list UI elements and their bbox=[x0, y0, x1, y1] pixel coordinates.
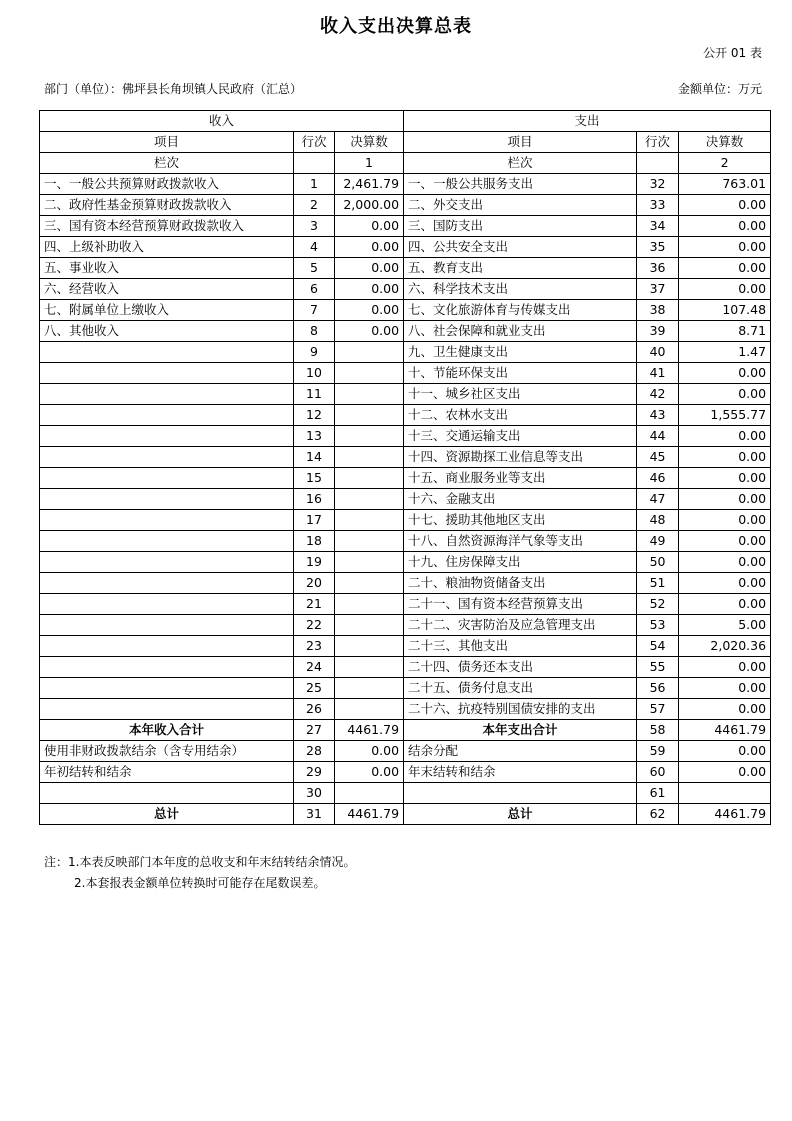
expense-amount-cell: 0.00 bbox=[679, 594, 771, 615]
income-line-cell: 27 bbox=[294, 720, 335, 741]
income-amount-cell bbox=[335, 636, 404, 657]
expense-item-cell: 三、国防支出 bbox=[404, 216, 637, 237]
income-amount-cell bbox=[335, 405, 404, 426]
income-line-cell: 19 bbox=[294, 552, 335, 573]
expense-amount-cell: 0.00 bbox=[679, 426, 771, 447]
income-line-cell: 31 bbox=[294, 804, 335, 825]
expense-item-cell: 六、科学技术支出 bbox=[404, 279, 637, 300]
expense-item-cell: 二、外交支出 bbox=[404, 195, 637, 216]
income-line-cell: 17 bbox=[294, 510, 335, 531]
income-item-cell: 总计 bbox=[40, 804, 294, 825]
income-item-cell bbox=[40, 342, 294, 363]
income-amount-cell bbox=[335, 699, 404, 720]
form-code: 公开 01 表 bbox=[703, 46, 762, 60]
income-item-cell bbox=[40, 405, 294, 426]
expense-item-cell: 本年支出合计 bbox=[404, 720, 637, 741]
table-row bbox=[40, 510, 771, 531]
income-line-cell: 15 bbox=[294, 468, 335, 489]
expense-line-cell: 36 bbox=[637, 258, 679, 279]
income-line-cell: 3 bbox=[294, 216, 335, 237]
expense-line-cell: 61 bbox=[637, 783, 679, 804]
income-expense-table bbox=[39, 110, 771, 825]
expense-item-cell: 二十二、灾害防治及应急管理支出 bbox=[404, 615, 637, 636]
income-amount-cell bbox=[335, 615, 404, 636]
expense-amount-cell: 0.00 bbox=[679, 489, 771, 510]
expense-amount-cell: 0.00 bbox=[679, 762, 771, 783]
expense-item-cell: 二十、粮油物资储备支出 bbox=[404, 573, 637, 594]
table-row bbox=[40, 258, 771, 279]
income-item-cell bbox=[40, 363, 294, 384]
column-header-row bbox=[40, 132, 771, 153]
income-amount-cell bbox=[335, 573, 404, 594]
expense-amount-cell: 0.00 bbox=[679, 552, 771, 573]
income-line-header: 行次 bbox=[294, 132, 335, 153]
income-index-blank bbox=[294, 153, 335, 174]
income-amount-cell: 0.00 bbox=[335, 762, 404, 783]
expense-item-cell: 五、教育支出 bbox=[404, 258, 637, 279]
expense-line-cell: 46 bbox=[637, 468, 679, 489]
expense-line-cell: 59 bbox=[637, 741, 679, 762]
expense-amount-cell: 0.00 bbox=[679, 447, 771, 468]
expense-line-cell: 56 bbox=[637, 678, 679, 699]
expense-line-cell: 45 bbox=[637, 447, 679, 468]
income-item-cell bbox=[40, 489, 294, 510]
income-line-cell: 23 bbox=[294, 636, 335, 657]
table-row bbox=[40, 321, 771, 342]
expense-line-cell: 34 bbox=[637, 216, 679, 237]
expense-amount-cell: 5.00 bbox=[679, 615, 771, 636]
expense-item-cell: 十四、资源勘探工业信息等支出 bbox=[404, 447, 637, 468]
expense-item-cell: 总计 bbox=[404, 804, 637, 825]
income-column-index: 1 bbox=[335, 153, 404, 174]
expense-line-cell: 55 bbox=[637, 657, 679, 678]
department-label: 部门（单位）：佛坪县长角坝镇人民政府（汇总） bbox=[44, 82, 303, 96]
expense-line-cell: 44 bbox=[637, 426, 679, 447]
expense-line-cell: 60 bbox=[637, 762, 679, 783]
expense-item-cell: 结余分配 bbox=[404, 741, 637, 762]
table-row bbox=[40, 195, 771, 216]
expense-amount-cell: 0.00 bbox=[679, 699, 771, 720]
income-item-cell: 年初结转和结余 bbox=[40, 762, 294, 783]
expense-amount-cell: 0.00 bbox=[679, 510, 771, 531]
income-item-cell: 二、政府性基金预算财政拨款收入 bbox=[40, 195, 294, 216]
expense-line-cell: 58 bbox=[637, 720, 679, 741]
income-item-cell bbox=[40, 594, 294, 615]
income-section-header: 收入 bbox=[40, 111, 404, 132]
expense-line-cell: 48 bbox=[637, 510, 679, 531]
table-row bbox=[40, 678, 771, 699]
table-row bbox=[40, 804, 771, 825]
income-item-cell bbox=[40, 468, 294, 489]
expense-amount-cell: 0.00 bbox=[679, 657, 771, 678]
expense-amount-cell bbox=[679, 783, 771, 804]
income-item-cell: 六、经营收入 bbox=[40, 279, 294, 300]
expense-amount-cell: 8.71 bbox=[679, 321, 771, 342]
income-item-cell: 七、附属单位上缴收入 bbox=[40, 300, 294, 321]
expense-item-cell: 十七、援助其他地区支出 bbox=[404, 510, 637, 531]
income-item-cell bbox=[40, 699, 294, 720]
table-row bbox=[40, 573, 771, 594]
expense-line-cell: 42 bbox=[637, 384, 679, 405]
expense-line-cell: 41 bbox=[637, 363, 679, 384]
income-line-cell: 4 bbox=[294, 237, 335, 258]
expense-amount-cell: 0.00 bbox=[679, 384, 771, 405]
expense-line-cell: 51 bbox=[637, 573, 679, 594]
expense-amount-header: 决算数 bbox=[679, 132, 771, 153]
income-item-cell bbox=[40, 636, 294, 657]
income-item-cell bbox=[40, 552, 294, 573]
income-item-cell: 使用非财政拨款结余（含专用结余） bbox=[40, 741, 294, 762]
expense-line-cell: 47 bbox=[637, 489, 679, 510]
expense-index-blank bbox=[637, 153, 679, 174]
income-amount-cell bbox=[335, 342, 404, 363]
income-item-cell: 八、其他收入 bbox=[40, 321, 294, 342]
expense-item-cell bbox=[404, 783, 637, 804]
income-item-cell bbox=[40, 531, 294, 552]
income-line-cell: 8 bbox=[294, 321, 335, 342]
amount-unit-label: 金额单位：万元 bbox=[677, 82, 762, 96]
expense-amount-cell: 0.00 bbox=[679, 468, 771, 489]
expense-amount-cell: 0.00 bbox=[679, 195, 771, 216]
expense-line-cell: 37 bbox=[637, 279, 679, 300]
income-amount-cell bbox=[335, 678, 404, 699]
income-line-cell: 10 bbox=[294, 363, 335, 384]
table-row bbox=[40, 279, 771, 300]
table-row bbox=[40, 657, 771, 678]
income-line-cell: 14 bbox=[294, 447, 335, 468]
expense-item-cell: 九、卫生健康支出 bbox=[404, 342, 637, 363]
income-item-cell bbox=[40, 447, 294, 468]
table-row bbox=[40, 300, 771, 321]
expense-line-cell: 52 bbox=[637, 594, 679, 615]
table-row bbox=[40, 174, 771, 195]
income-item-cell bbox=[40, 384, 294, 405]
income-line-cell: 24 bbox=[294, 657, 335, 678]
expense-item-cell: 二十一、国有资本经营预算支出 bbox=[404, 594, 637, 615]
income-line-cell: 12 bbox=[294, 405, 335, 426]
income-item-cell bbox=[40, 615, 294, 636]
income-item-cell bbox=[40, 510, 294, 531]
table-row bbox=[40, 237, 771, 258]
table-row bbox=[40, 447, 771, 468]
table-row bbox=[40, 468, 771, 489]
expense-item-cell: 十九、住房保障支出 bbox=[404, 552, 637, 573]
expense-amount-cell: 2,020.36 bbox=[679, 636, 771, 657]
income-amount-cell bbox=[335, 468, 404, 489]
expense-item-cell: 七、文化旅游体育与传媒支出 bbox=[404, 300, 637, 321]
expense-amount-cell: 0.00 bbox=[679, 741, 771, 762]
table-row bbox=[40, 720, 771, 741]
income-amount-cell: 2,461.79 bbox=[335, 174, 404, 195]
expense-amount-cell: 4461.79 bbox=[679, 720, 771, 741]
section-header-row bbox=[40, 111, 771, 132]
income-item-header: 项目 bbox=[40, 132, 294, 153]
income-line-cell: 5 bbox=[294, 258, 335, 279]
table-row bbox=[40, 216, 771, 237]
expense-line-cell: 57 bbox=[637, 699, 679, 720]
table-row bbox=[40, 636, 771, 657]
footnote-1: 注：1.本表反映部门本年度的总收支和年末结转结余情况。 bbox=[44, 855, 356, 869]
income-line-cell: 21 bbox=[294, 594, 335, 615]
expense-line-header: 行次 bbox=[637, 132, 679, 153]
income-amount-cell bbox=[335, 426, 404, 447]
income-amount-cell bbox=[335, 447, 404, 468]
expense-item-cell: 一、一般公共服务支出 bbox=[404, 174, 637, 195]
expense-item-cell: 十二、农林水支出 bbox=[404, 405, 637, 426]
income-amount-cell bbox=[335, 657, 404, 678]
table-row bbox=[40, 594, 771, 615]
expense-item-cell: 二十三、其他支出 bbox=[404, 636, 637, 657]
income-amount-cell: 0.00 bbox=[335, 237, 404, 258]
income-line-cell: 2 bbox=[294, 195, 335, 216]
income-line-cell: 26 bbox=[294, 699, 335, 720]
expense-item-cell: 二十五、债务付息支出 bbox=[404, 678, 637, 699]
income-item-cell: 五、事业收入 bbox=[40, 258, 294, 279]
table-row bbox=[40, 384, 771, 405]
table-row bbox=[40, 342, 771, 363]
income-line-cell: 30 bbox=[294, 783, 335, 804]
income-amount-cell bbox=[335, 531, 404, 552]
expense-amount-cell: 107.48 bbox=[679, 300, 771, 321]
table-row bbox=[40, 762, 771, 783]
income-item-cell bbox=[40, 426, 294, 447]
expense-amount-cell: 1.47 bbox=[679, 342, 771, 363]
income-item-cell: 一、一般公共预算财政拨款收入 bbox=[40, 174, 294, 195]
income-amount-cell: 4461.79 bbox=[335, 804, 404, 825]
expense-item-cell: 十一、城乡社区支出 bbox=[404, 384, 637, 405]
expense-amount-cell: 0.00 bbox=[679, 216, 771, 237]
expense-item-cell: 四、公共安全支出 bbox=[404, 237, 637, 258]
income-line-cell: 18 bbox=[294, 531, 335, 552]
income-amount-cell bbox=[335, 384, 404, 405]
income-item-cell: 三、国有资本经营预算财政拨款收入 bbox=[40, 216, 294, 237]
expense-line-cell: 32 bbox=[637, 174, 679, 195]
income-item-cell: 四、上级补助收入 bbox=[40, 237, 294, 258]
table-row bbox=[40, 531, 771, 552]
income-amount-cell bbox=[335, 510, 404, 531]
income-amount-header: 决算数 bbox=[335, 132, 404, 153]
table-row bbox=[40, 405, 771, 426]
income-amount-cell bbox=[335, 594, 404, 615]
table-row bbox=[40, 699, 771, 720]
expense-amount-cell: 4461.79 bbox=[679, 804, 771, 825]
income-item-cell: 本年收入合计 bbox=[40, 720, 294, 741]
expense-item-cell: 十六、金融支出 bbox=[404, 489, 637, 510]
expense-line-cell: 39 bbox=[637, 321, 679, 342]
income-line-cell: 25 bbox=[294, 678, 335, 699]
income-item-cell bbox=[40, 657, 294, 678]
income-amount-cell bbox=[335, 489, 404, 510]
income-line-cell: 28 bbox=[294, 741, 335, 762]
expense-line-cell: 49 bbox=[637, 531, 679, 552]
income-line-cell: 6 bbox=[294, 279, 335, 300]
income-line-cell: 29 bbox=[294, 762, 335, 783]
income-item-cell bbox=[40, 678, 294, 699]
income-index-label: 栏次 bbox=[40, 153, 294, 174]
report-title: 收入支出决算总表 bbox=[320, 16, 472, 37]
expense-line-cell: 40 bbox=[637, 342, 679, 363]
expense-item-cell: 年末结转和结余 bbox=[404, 762, 637, 783]
income-line-cell: 22 bbox=[294, 615, 335, 636]
income-amount-cell: 4461.79 bbox=[335, 720, 404, 741]
expense-index-label: 栏次 bbox=[404, 153, 637, 174]
expense-line-cell: 62 bbox=[637, 804, 679, 825]
expense-item-cell: 十五、商业服务业等支出 bbox=[404, 468, 637, 489]
expense-amount-cell: 0.00 bbox=[679, 258, 771, 279]
expense-line-cell: 50 bbox=[637, 552, 679, 573]
income-amount-cell: 0.00 bbox=[335, 300, 404, 321]
table-row bbox=[40, 615, 771, 636]
table-row bbox=[40, 426, 771, 447]
income-line-cell: 7 bbox=[294, 300, 335, 321]
expense-line-cell: 53 bbox=[637, 615, 679, 636]
column-index-row bbox=[40, 153, 771, 174]
income-line-cell: 1 bbox=[294, 174, 335, 195]
income-amount-cell bbox=[335, 783, 404, 804]
income-amount-cell: 0.00 bbox=[335, 321, 404, 342]
expense-section-header: 支出 bbox=[404, 111, 771, 132]
income-item-cell bbox=[40, 783, 294, 804]
footnote-2: 2.本套报表金额单位转换时可能存在尾数误差。 bbox=[74, 876, 326, 890]
income-line-cell: 13 bbox=[294, 426, 335, 447]
income-line-cell: 20 bbox=[294, 573, 335, 594]
expense-amount-cell: 0.00 bbox=[679, 573, 771, 594]
income-line-cell: 11 bbox=[294, 384, 335, 405]
table-row bbox=[40, 489, 771, 510]
table-row bbox=[40, 363, 771, 384]
expense-item-cell: 十八、自然资源海洋气象等支出 bbox=[404, 531, 637, 552]
expense-amount-cell: 0.00 bbox=[679, 237, 771, 258]
income-amount-cell: 2,000.00 bbox=[335, 195, 404, 216]
expense-amount-cell: 763.01 bbox=[679, 174, 771, 195]
expense-line-cell: 35 bbox=[637, 237, 679, 258]
expense-amount-cell: 0.00 bbox=[679, 279, 771, 300]
expense-amount-cell: 0.00 bbox=[679, 363, 771, 384]
table-row bbox=[40, 783, 771, 804]
income-amount-cell: 0.00 bbox=[335, 258, 404, 279]
income-amount-cell bbox=[335, 363, 404, 384]
expense-line-cell: 33 bbox=[637, 195, 679, 216]
income-amount-cell bbox=[335, 552, 404, 573]
income-amount-cell: 0.00 bbox=[335, 279, 404, 300]
footnotes bbox=[44, 852, 355, 894]
expense-column-index: 2 bbox=[679, 153, 771, 174]
expense-item-cell: 八、社会保障和就业支出 bbox=[404, 321, 637, 342]
expense-item-cell: 二十四、债务还本支出 bbox=[404, 657, 637, 678]
income-line-cell: 9 bbox=[294, 342, 335, 363]
expense-item-cell: 十三、交通运输支出 bbox=[404, 426, 637, 447]
expense-line-cell: 38 bbox=[637, 300, 679, 321]
expense-line-cell: 54 bbox=[637, 636, 679, 657]
income-amount-cell: 0.00 bbox=[335, 741, 404, 762]
table-row bbox=[40, 741, 771, 762]
income-amount-cell: 0.00 bbox=[335, 216, 404, 237]
expense-item-cell: 十、节能环保支出 bbox=[404, 363, 637, 384]
table-row bbox=[40, 552, 771, 573]
income-item-cell bbox=[40, 573, 294, 594]
expense-item-header: 项目 bbox=[404, 132, 637, 153]
expense-line-cell: 43 bbox=[637, 405, 679, 426]
expense-amount-cell: 0.00 bbox=[679, 531, 771, 552]
expense-item-cell: 二十六、抗疫特别国债安排的支出 bbox=[404, 699, 637, 720]
expense-amount-cell: 1,555.77 bbox=[679, 405, 771, 426]
expense-amount-cell: 0.00 bbox=[679, 678, 771, 699]
income-line-cell: 16 bbox=[294, 489, 335, 510]
